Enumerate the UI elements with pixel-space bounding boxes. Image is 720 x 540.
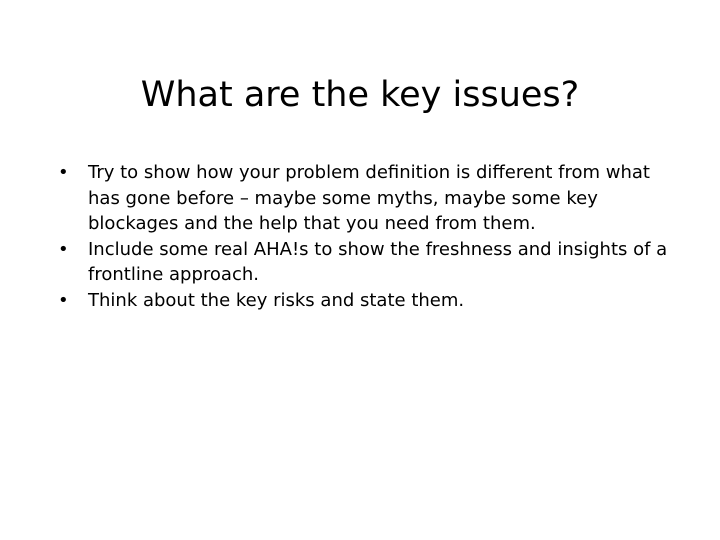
bullet-item	[58, 160, 668, 237]
bullet-list	[58, 160, 668, 313]
bullet-item	[58, 237, 668, 288]
bullet-marker: •	[58, 289, 69, 311]
slide-title: What are the key issues?	[140, 75, 580, 115]
bullet-marker: •	[58, 162, 69, 183]
bullet-marker: •	[58, 238, 69, 260]
bullet-text: Try to show how your problem definition is different from what has gone before – maybe some myths, maybe some key blockages and the help that you need from them.	[88, 162, 650, 234]
bullet-text: Think about the key risks and state them.	[88, 289, 465, 311]
bullet-text: Include some real AHA!s to show the freshness and insights of a frontline approach.	[88, 238, 668, 285]
bullet-item	[58, 288, 668, 314]
